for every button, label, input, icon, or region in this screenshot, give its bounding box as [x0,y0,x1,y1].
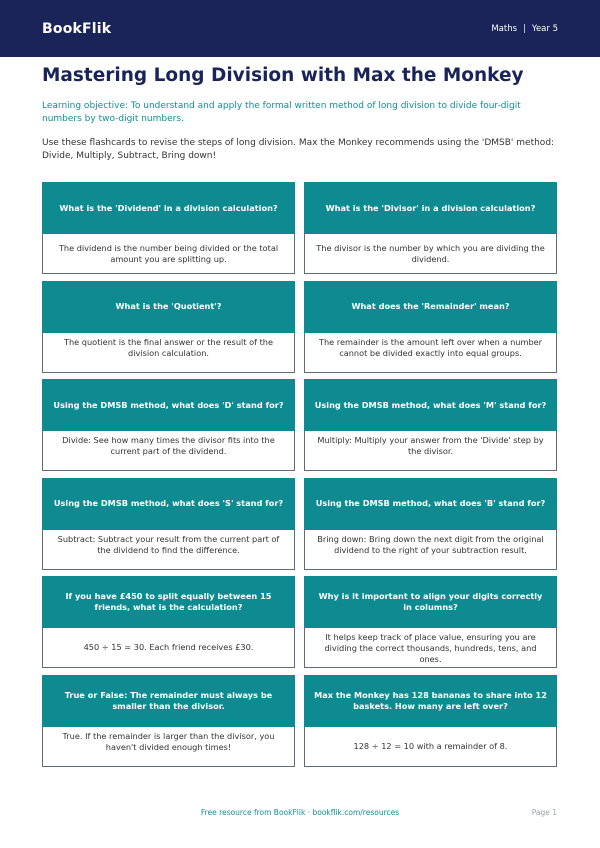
flashcard[interactable] [304,576,557,668]
flashcard-answer: It helps keep track of place value, ensuring you are dividing the correct thousands, hundreds, tens, and ones. [304,628,557,668]
flashcard-question: Using the DMSB method, what does 'B' stand for? [304,478,557,530]
flashcard-answer: 128 ÷ 12 = 10 with a remainder of 8. [304,727,557,767]
subject-label: Maths [491,23,518,34]
flashcard[interactable] [304,675,557,767]
flashcard-question: If you have £450 to split equally between 15 friends, what is the calculation? [42,576,295,628]
page-title: Mastering Long Division with Max the Monkey [42,65,524,86]
page-footer [0,806,600,820]
flashcard-answer: The divisor is the number by which you are dividing the dividend. [304,234,557,274]
footer-resource-link[interactable]: Free resource from BookFlik · bookflik.com/resources [200,808,400,817]
intro-text: Use these flashcards to revise the steps of long division. Max the Monkey recommends using the 'DMSB' method: Divide, Multiply, Subtract, Bring down! [42,138,555,161]
top-header-bar [0,0,600,57]
year-label: Year 5 [531,23,558,34]
flashcard-question: What is the 'Divisor' in a division calculation? [304,182,557,234]
flashcard-answer: Divide: See how many times the divisor fits into the current part of the dividend. [42,431,295,471]
flashcard[interactable] [42,182,295,274]
separator: | [523,23,526,34]
flashcard-answer: The dividend is the number being divided or the total amount you are splitting up. [42,234,295,274]
flashcard[interactable] [304,478,557,570]
learning-objective: Learning objective: To understand and apply the formal written method of long division to divide four-digit numbers by two-digit numbers. [42,101,521,124]
flashcard-answer: Multiply: Multiply your answer from the 'Divide' step by the divisor. [304,431,557,471]
flashcard-question: Why is it important to align your digits correctly in columns? [304,576,557,628]
flashcard[interactable] [304,379,557,471]
page-number: Page 1 [531,808,557,817]
flashcard-answer: True. If the remainder is larger than the divisor, you haven't divided enough times! [42,727,295,767]
flashcard-answer: Subtract: Subtract your result from the current part of the dividend to find the difference. [42,530,295,570]
flashcard[interactable] [42,675,295,767]
subject-year-info [491,24,558,34]
flashcard-grid [42,182,557,767]
flashcard-answer: Bring down: Bring down the next digit from the original dividend to the right of your subtraction result. [304,530,557,570]
flashcard[interactable] [42,379,295,471]
flashcard-question: What is the 'Quotient'? [42,281,295,333]
flashcard-question: What does the 'Remainder' mean? [304,281,557,333]
flashcard-question: Using the DMSB method, what does 'M' stand for? [304,379,557,431]
brand-logo[interactable]: BookFlik [42,20,112,37]
flashcard-answer: The quotient is the final answer or the result of the division calculation. [42,333,295,373]
flashcard-question: Using the DMSB method, what does 'D' stand for? [42,379,295,431]
flashcard[interactable] [304,182,557,274]
flashcard[interactable] [42,281,295,373]
flashcard[interactable] [304,281,557,373]
flashcard-question: Max the Monkey has 128 bananas to share into 12 baskets. How many are left over? [304,675,557,727]
flashcard-answer: 450 ÷ 15 = 30. Each friend receives £30. [42,628,295,668]
flashcard-question: What is the 'Dividend' in a division calculation? [42,182,295,234]
flashcard-question: Using the DMSB method, what does 'S' stand for? [42,478,295,530]
flashcard-answer: The remainder is the amount left over when a number cannot be divided exactly into equal groups. [304,333,557,373]
flashcard-question: True or False: The remainder must always be smaller than the divisor. [42,675,295,727]
flashcard[interactable] [42,478,295,570]
flashcard[interactable] [42,576,295,668]
